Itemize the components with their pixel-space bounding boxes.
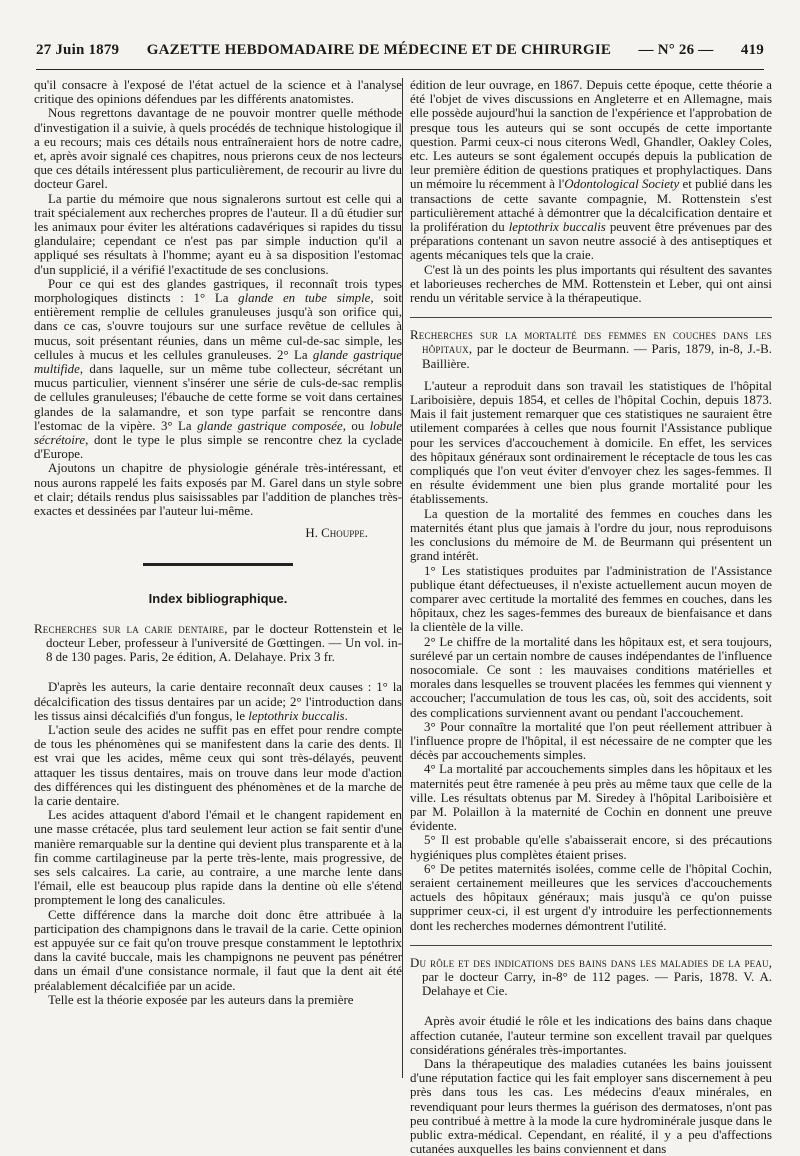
paragraph: C'est là un des points les plus importants qui résultent des savantes et laborieuses recherches de MM. Rottenstein et Leber, qui ont ainsi rendu un véritable service à la thérapeutique. — [410, 262, 772, 306]
paragraph: La question de la mortalité des femmes en couches dans les maternités étant plus que jamais à l'ordre du jour, nous reproduisons les conclusions du mémoire de M. de Beurmann qui présentent un grand intérêt. — [410, 506, 772, 564]
paragraph: Après avoir étudié le rôle et les indications des bains dans chaque affection cutanée, l'auteur termine son excellent travail par quelques considérations générales très-importantes. — [410, 1014, 772, 1057]
paragraph: D'après les auteurs, la carie dentaire reconnaît deux causes : 1° la décalcification des tissus dentaires par un acide; 2° l'introduction dans les tissus ainsi décalcifiés d'un fongus, le leptothrix buccalis. — [34, 680, 402, 723]
paragraph: qu'il consacre à l'exposé de l'état actuel de la science et à l'analyse critique des opinions défendues par les différents anatomistes. — [34, 78, 402, 107]
paragraph: édition de leur ouvrage, en 1867. Depuis cette époque, cette théorie a été l'objet de vives discussions en Angleterre et en Allemagne, mais elle possède aujourd'hui la sanction de l'expérience et l'approbation de presque tous les auteurs qui se sont occupés de cette importante question. Parmi ceux-ci nous citerons Wedl, Ghandler, Oakley Coles, etc. Les auteurs se sont également occupés depuis la publication de leur première édition de questions pratiques et prophylactiques. Dans un mémoire lu récemment à l'Odontological Society et publié dans les transactions de cette savante compagnie, M. Rottenstein s'est particulièrement attaché à démontrer que la décalcification dentaire et la prolifération du leptothrix buccalis peuvent être prévenues par des préparations contenant un savon neutre associé à des antiseptiques et agents mécaniques tels que la craie. — [410, 78, 772, 263]
page-header — [36, 42, 764, 64]
paragraph: Cette différence dans la marche doit donc être attribuée à la participation des champignons dans le travail de la carie. Cette opinion est appuyée sur ce fait qu'on trouve presque constamment le leptothrix dans la cavité buccale, mais les champignons ne peuvent pas pénétrer dans un émail d'une consistance normale, il faut que la dent ait été préalablement décalcifiée par un acide. — [34, 907, 402, 993]
paragraph: Ajoutons un chapitre de physiologie générale très-intéressant, et nous aurons rappelé les faits exposés par M. Garel dans un style sobre et clair; détails rendus plus saisissables par l'addition de planches très-exactes et dessinées par l'auteur lui-même. — [34, 461, 402, 519]
paragraph: Nous regrettons davantage de ne pouvoir montrer quelle méthode d'investigation il a suivie, à quels procédés de technique histologique il a eu recours; mais ces détails nous entraîneraient hors de notre cadre, et, après avoir signalé ces chapitres, nous prierons ceux de nos lecteurs que ces détails intéressent plus particulièrement, de recourir au livre du docteur Garel. — [34, 106, 402, 192]
paragraph: L'auteur a reproduit dans son travail les statistiques de l'hôpital Lariboisière, depuis 1854, et celles de l'hôpital Cochin, depuis 1873. Mais il fait justement remarquer que ces statistiques ne sauraient être utilement comparées à celles que nous fournit l'Assistance publique pour les services d'accouchement à domicile. En effet, les services des hôpitaux généraux sont ordinairement le réceptacle de tous les cas compliqués que l'on veut éviter d'envoyer chez les sages-femmes. Il en résulte évidemment une bien plus grande mortalité pour les établissements. — [410, 378, 772, 507]
paragraph: 4° La mortalité par accouchements simples dans les hôpitaux et les maternités peut être ramenée à peu près au même taux que celle de la ville. Les résultats obtenus par M. Siredey à l'hôpital Lariboisière et par M. Polaillon à la maternité de Cochin en donnent une preuve évidente. — [410, 762, 772, 834]
paragraph: Telle est la théorie exposée par les auteurs dans la première — [48, 992, 354, 1007]
section-separator — [410, 945, 772, 946]
paragraph: 3° Pour connaître la mortalité que l'on peut réellement attribuer à l'influence propre de l'hôpital, il est nécessaire de ne compter que les décès par accouchements simples. — [410, 719, 772, 763]
paragraph: 2° Le chiffre de la mortalité dans les hôpitaux est, et sera toujours, surélevé par un certain nombre de causes indépendantes de l'influence nosocomiale. Ce sont : les mauvaises conditions matérielles et morales dans lesquelles se trouvent placées les femmes qui viennent y accoucher; l'accumulation de tous les cas, où, soit des accidents, soit des complications surviennent avant ou pendant l'accouchement. — [410, 634, 772, 720]
bibliographic-reference: Recherches sur la mortalité des femmes en couches dans les hôpitaux, par le docteur de Beurmann. — Paris, 1879, in-8, J.-B. Baillière. — [410, 328, 772, 371]
left-column — [34, 78, 402, 1078]
paragraph: Les acides attaquent d'abord l'émail et le changent rapidement en une masse crétacée, plus tard seulement leur action se fait sentir d'une manière remarquable sur la dentine qui devient plus transparente et à la fin comme cartilagineuse par la perte très-lente, mais progressive, de ses sels calcaires. La carie, au contraire, a une marche lente dans l'émail, elle est beaucoup plus rapide dans la dentine où elle s'étend promptement le long des canalicules. — [34, 808, 402, 908]
paragraph: 5° Il est probable qu'elle s'abaisserait encore, si des précautions hygiéniques plus complètes étaient prises. — [410, 833, 772, 862]
paragraph: La partie du mémoire que nous signalerons surtout est celle qui a trait spécialement aux recherches propres de l'auteur. Il a dû étudier sur les animaux pour éviter les altérations cadavériques si rapides du tissu glandulaire; cependant ce n'est pas par simple induction qu'il a appliqué ses résultats à l'homme; ayant eu à sa disposition l'estomac d'un supplicié, il a vérifié l'exactitude de ses conclusions. — [34, 191, 402, 277]
header-rule — [36, 69, 764, 70]
column-divider — [402, 78, 403, 1078]
paragraph: Dans la thérapeutique des maladies cutanées les bains jouissent d'une réputation factice qui les fait employer sans discernement à peu près dans tous les cas. Les médecins d'eaux minérales, en revendiquant pour leurs thermes la guérison des dermatoses, n'ont pas peu contribué à mettre à la mode la cure hydrominérale jusque dans le public extra-médical. Cependant, en réalité, il y a peu d'affections cutanées auxquelles les bains conviennent et dans — [410, 1057, 772, 1156]
section-separator — [410, 317, 772, 318]
bibliographic-reference: Recherches sur la carie dentaire, par le docteur Rottenstein et le docteur Leber, professeur à l'université de Gœttingen. — Un vol. in-8 de 130 pages. Paris, 2e édition, A. Delahaye. Prix 3 fr. — [34, 621, 402, 665]
paragraph: L'action seule des acides ne suffit pas en effet pour rendre compte de tous les phénomènes qui se manifestent dans la carie des dents. Il est vrai que les acides, même ceux qui sont très-délayés, peuvent attaquer les tissus dentaires, mais on trouve dans leur mode d'action des différences qui les distinguent des phénomènes et de la marche de la carie dentaire. — [34, 722, 402, 808]
paragraph: 1° Les statistiques produites par l'administration de l'Assistance publique étant défectueuses, il n'existe actuellement aucun moyen de comparer avec certitude la mortalité des femmes en couches, dans les hôpitaux, chez les sages-femmes des bureaux de bienfaisance et dans la clientèle de la ville. — [410, 563, 772, 635]
paragraph: 6° De petites maternités isolées, comme celle de l'hôpital Cochin, seraient certainement meilleures que les services d'accouchements actuels des hôpitaux généraux; mais jusqu'à ce qu'on puisse supprimer ceux-ci, il est urgent d'y introduire les perfectionnements dont les recherches modernes démontrent l'utilité. — [410, 861, 772, 933]
paragraph: Pour ce qui est des glandes gastriques, il reconnaît trois types morphologiques distincts : 1° La glande en tube simple, soit entièrement remplie de cellules granuleuses jusqu'à son orifice qui, dans ce cas, s'ouvre toujours sur une surface revêtue de cellules à mucus, soit présentant réunies, dans un même cul-de-sac simple, les cellules à mucus et les cellules granuleuses. 2° La glande gastrique multifide, dans laquelle, sur un même tube collecteur, sécrétant un mucus particulier, viennent s'insérer une série de culs-de-sac remplis de cellules granuleuses; l'ébauche de cette forme se voit dans certaines glandes de la salamandre, et son type parfait se rencontre dans l'estomac de la vipère. 3° La glande gastrique composée, ou lobule sécrétoire, dont le type le plus simple se rencontre chez la cyclade d'Europe. — [34, 276, 402, 462]
right-column — [410, 78, 772, 1156]
bibliographic-reference: Du rôle et des indications des bains dans les maladies de la peau, par le docteur Carry, in-8° de 112 pages. — Paris, 1878. V. A. Delahaye et Cie. — [410, 955, 772, 999]
section-separator — [143, 563, 293, 566]
header-issue: — N° 26 — — [638, 42, 714, 58]
index-title: Index bibliographique. — [148, 590, 288, 606]
header-page-number: 419 — [740, 42, 764, 58]
header-title: GAZETTE HEBDOMADAIRE DE MÉDECINE ET DE CHIRURGIE — [146, 42, 612, 58]
header-date: 27 Juin 1879 — [36, 42, 120, 58]
author-signature: H. Chouppe. — [305, 526, 368, 541]
